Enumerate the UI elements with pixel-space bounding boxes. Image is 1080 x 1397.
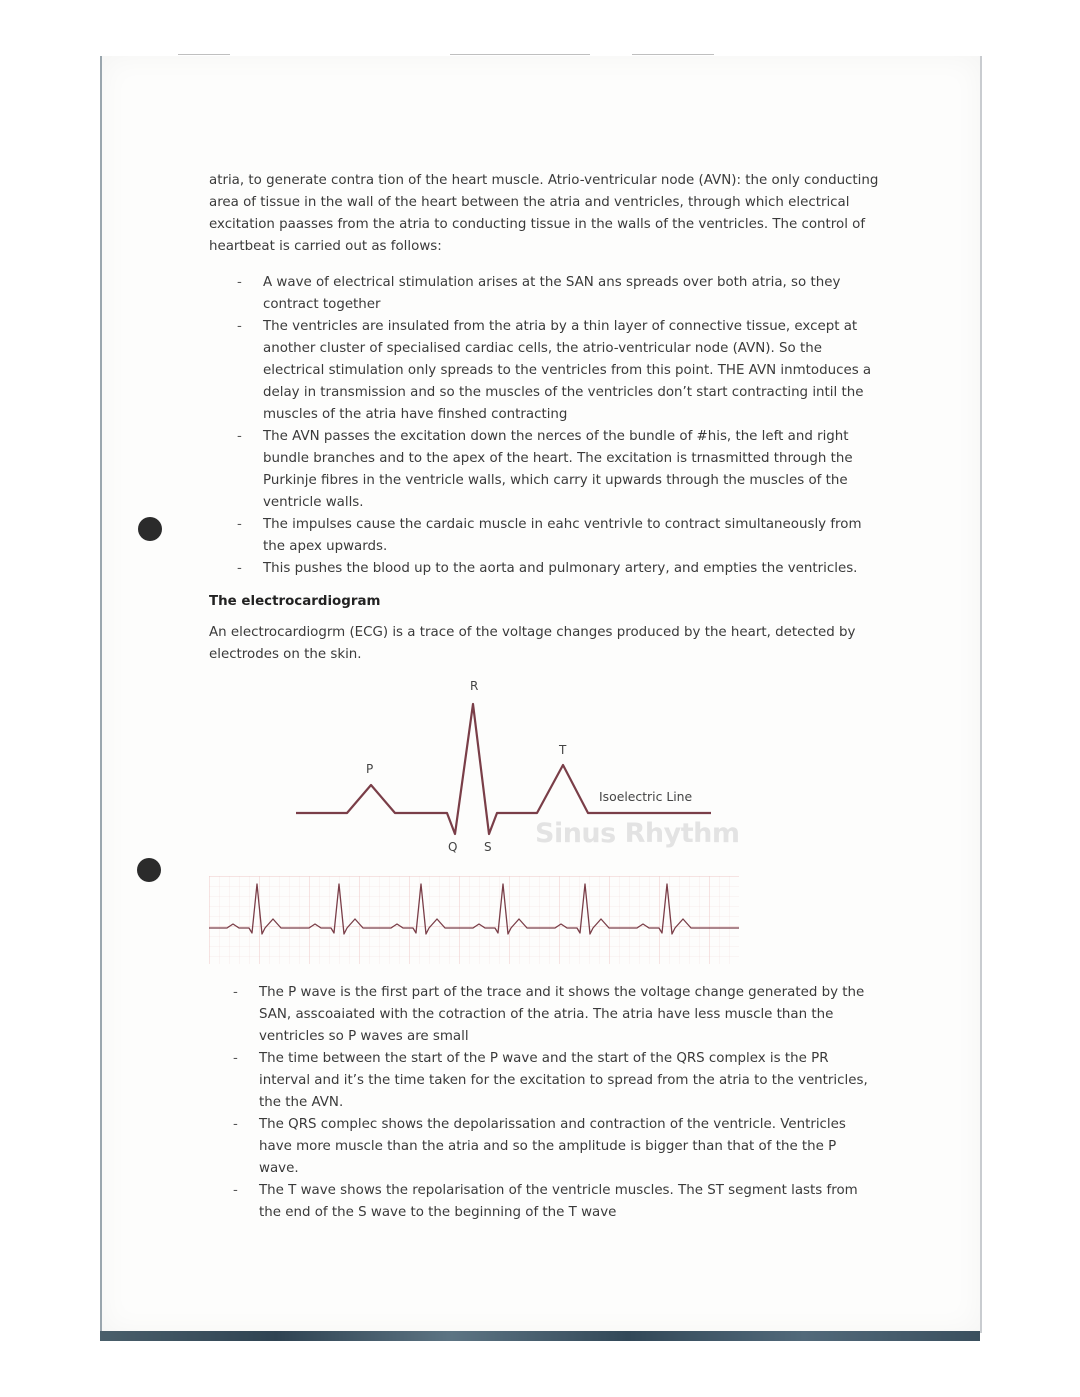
sinus-rhythm-watermark: Sinus Rhythm: [535, 818, 740, 849]
label-s: S: [484, 840, 492, 854]
label-q: Q: [448, 840, 458, 854]
ecg-trace: [296, 704, 711, 834]
list-item: - The QRS complec shows the depolarissation and contraction of the ventricle. Ventricles have more muscle than the atria and so the amplitude is bigger than that of the the P wave.: [206, 1114, 874, 1180]
list-item: - The ventricles are insulated from the atria by a thin layer of connective tissue, except at another cluster of specialised cardiac cells, the atrio-ventricular node (AVN). So the electrical stimulation only spreads to the ventricles from this point. THE AVN inmtoduces a delay in transmission and so the muscles of the ventricles don’t start contracting intil the muscles of the atria have finshed contracting: [210, 316, 878, 426]
strip-grid: [209, 876, 739, 964]
list-item: - The impulses cause the cardaic muscle in eahc ventrivle to contract simultaneously from the apex upwards.: [210, 514, 878, 558]
isoelectric-line-label: Isoelectric Line: [599, 789, 693, 804]
list-item: - This pushes the blood up to the aorta and pulmonary artery, and empties the ventricles.: [210, 558, 878, 580]
list-item: - The AVN passes the excitation down the nerces of the bundle of #his, the left and right bundle branches and to the apex of the heart. The excitation is trnasmitted through the Purkinje fibres in the ventricle walls, which carry it upwards through the muscles of the ventricle walls.: [210, 426, 878, 514]
ecg-points-list: [206, 982, 874, 1224]
list-item: - The time between the start of the P wave and the start of the QRS complex is the PR interval and it’s the time taken for the excitation to spread from the atria to the ventricles, the the AVN.: [206, 1048, 874, 1114]
label-r: R: [470, 679, 479, 693]
label-t: T: [559, 743, 567, 757]
section-heading: The electrocardiogram: [209, 594, 381, 609]
ecg-rhythm-strip: [209, 876, 739, 964]
list-item: - A wave of electrical stimulation arises at the SAN ans spreads over both atria, so they contract together: [210, 272, 878, 316]
ecg-intro-text: An electrocardiogrm (ECG) is a trace of the voltage changes produced by the heart, detected by electrodes on the skin.: [209, 625, 856, 662]
intro-paragraph: atria, to generate contra tion of the heart muscle. Atrio-ventricular node (AVN): the only conducting area of tissue in the wall of the heart between the atria and ventricles, through which electrical excitation paasses from the atria to conducting tissue in the walls of the ventricles. The control of heartbeat is carried out as follows:: [209, 173, 879, 254]
label-p: P: [366, 762, 374, 776]
list-item: - The T wave shows the repolarisation of the ventricle muscles. The ST segment lasts from the end of the S wave to the beginning of the T wave: [206, 1180, 874, 1224]
list-item: - The P wave is the first part of the trace and it shows the voltage change generated by the SAN, asscoaiated with the cotraction of the atria. The atria have less muscle than the ventricles so P waves are small: [206, 982, 874, 1048]
